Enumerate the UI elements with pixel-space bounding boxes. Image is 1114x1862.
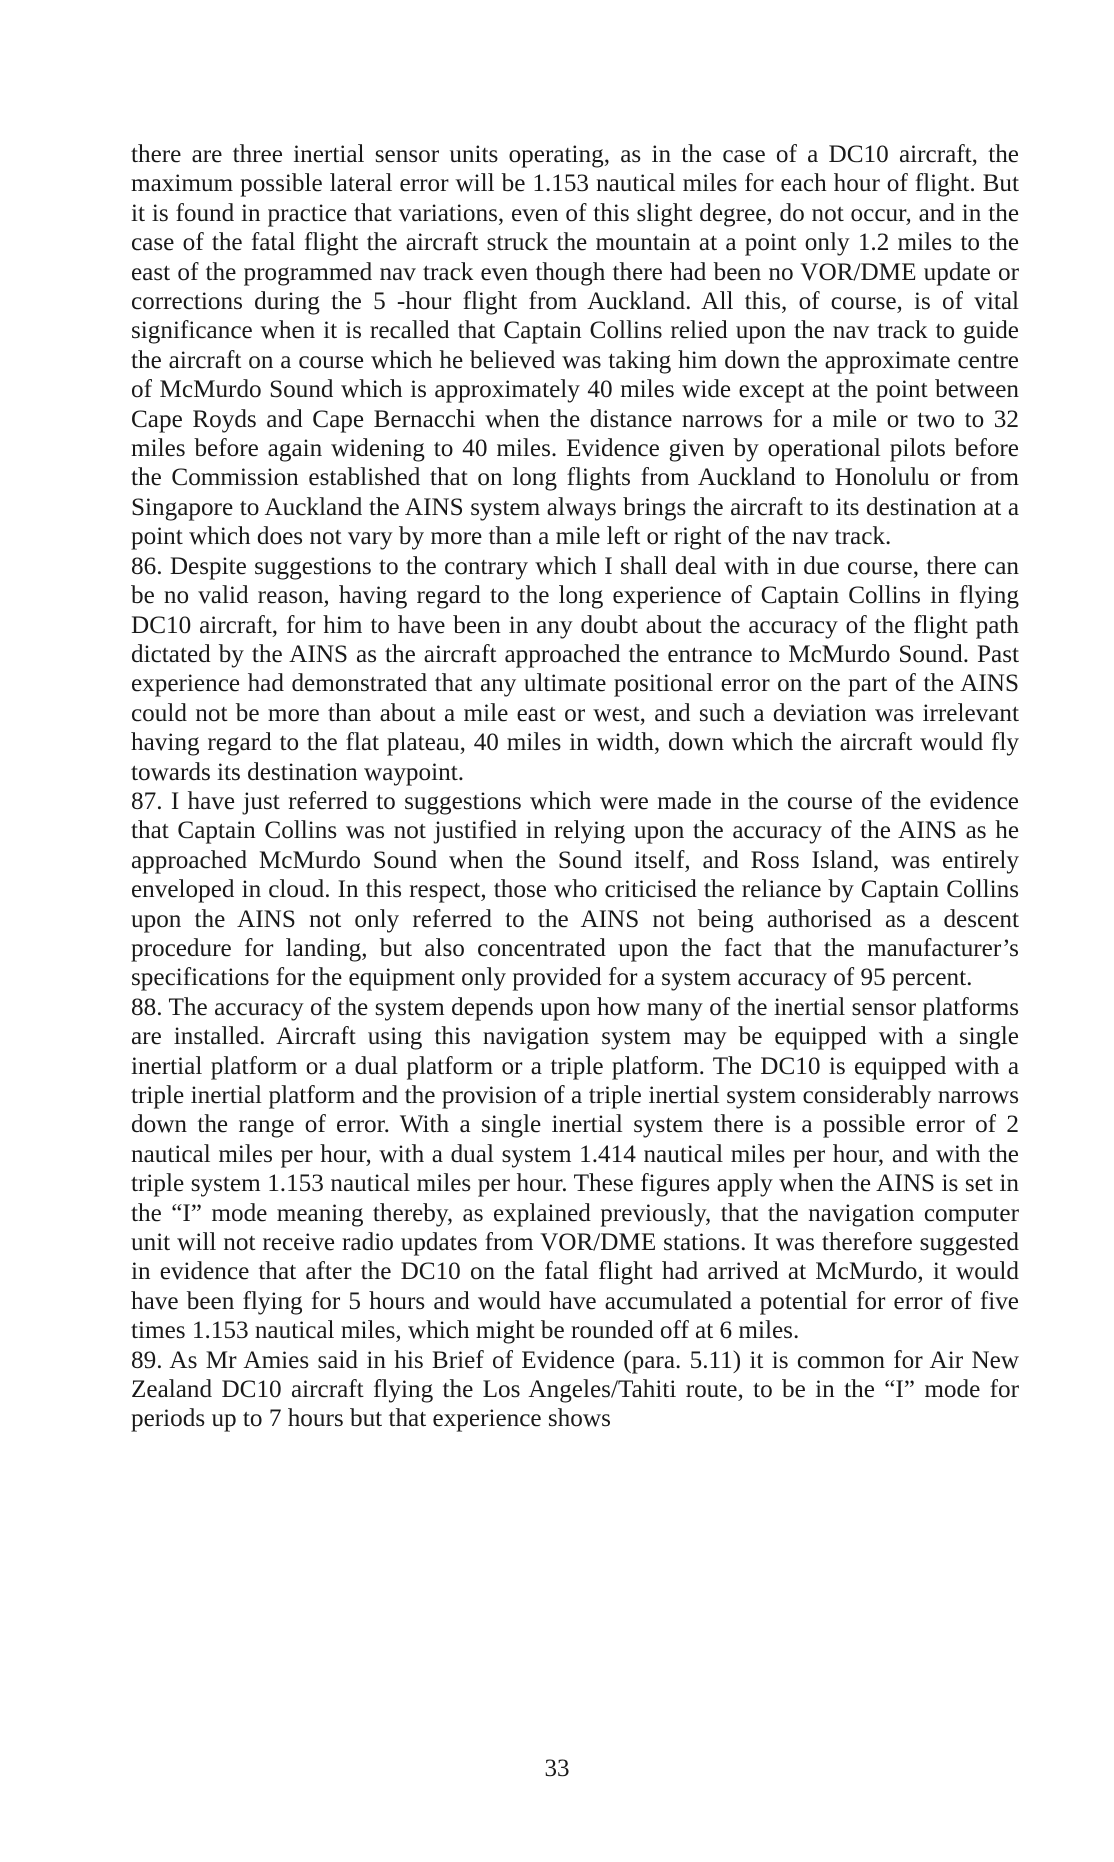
paragraph-continuation: there are three inertial sensor units operating, as in the case of a DC10 aircraft, the maximum possible lateral error will be 1.153 nautical miles for each hour of flight. But it is found in practice that variations, even of this slight degree, do not occur, and in the case of the fatal flight the aircraft struck the mountain at a point only 1.2 miles to the east of the programmed nav track even though there had been no VOR/DME update or corrections during the 5 -hour flight from Auckland. All this, of course, is of vital significance when it is recalled that Captain Collins relied upon the nav track to guide the aircraft on a course which he believed was taking him down the approximate centre of McMurdo Sound which is approximately 40 miles wide except at the point between Cape Royds and Cape Bernacchi when the distance narrows for a mile or two to 32 miles before again widening to 40 miles. Evidence given by operational pilots before the Commission established that on long flights from Auckland to Honolulu or from Singapore to Auckland the AINS system always brings the aircraft to its destination at a point which does not vary by more than a mile left or right of the nav track. [131,141,1019,551]
paragraph-89: 89. As Mr Amies said in his Brief of Evidence (para. 5.11) it is common for Air New Zealand DC10 aircraft flying the Los Angeles/Tahiti route, to be in the “I” mode for periods up to 7 hours but that experience shows [131,1346,1019,1433]
paragraph-86: 86. Despite suggestions to the contrary which I shall deal with in due course, there can be no valid reason, having regard to the long experience of Captain Collins in flying DC10 aircraft, for him to have been in any doubt about the accuracy of the flight path dictated by the AINS as the aircraft approached the entrance to McMurdo Sound. Past experience had demonstrated that any ultimate positional error on the part of the AINS could not be more than about a mile east or west, and such a deviation was irrelevant having regard to the flat plateau, 40 miles in width, down which the aircraft would fly towards its destination waypoint. [131,552,1019,786]
paragraph-87: 87. I have just referred to suggestions which were made in the course of the evidence that Captain Collins was not justified in relying upon the accuracy of the AINS as he approached McMurdo Sound when the Sound itself, and Ross Island, was entirely enveloped in cloud. In this respect, those who criticised the reliance by Captain Collins upon the AINS not only referred to the AINS not being authorised as a descent procedure for landing, but also concentrated upon the fact that the manufacturer’s specifications for the equipment only provided for a system accuracy of 95 percent. [131,787,1019,992]
page-body [131,140,1019,1434]
page-number: 33 [544,1755,570,1782]
paragraph-88: 88. The accuracy of the system depends upon how many of the inertial sensor platforms are installed. Aircraft using this navigation system may be equipped with a single inertial platform or a dual platform or a triple platform. The DC10 is equipped with a triple inertial platform and the provision of a triple inertial system considerably narrows down the range of error. With a single inertial system there is a possible error of 2 nautical miles per hour, with a dual system 1.414 nautical miles per hour, and with the triple system 1.153 nautical miles per hour. These figures apply when the AINS is set in the “I” mode meaning thereby, as explained previously, that the navigation computer unit will not receive radio updates from VOR/DME stations. It was therefore suggested in evidence that after the DC10 on the fatal flight had arrived at McMurdo, it would have been flying for 5 hours and would have accumulated a potential for error of five times 1.153 nautical miles, which might be rounded off at 6 miles. [131,993,1019,1345]
